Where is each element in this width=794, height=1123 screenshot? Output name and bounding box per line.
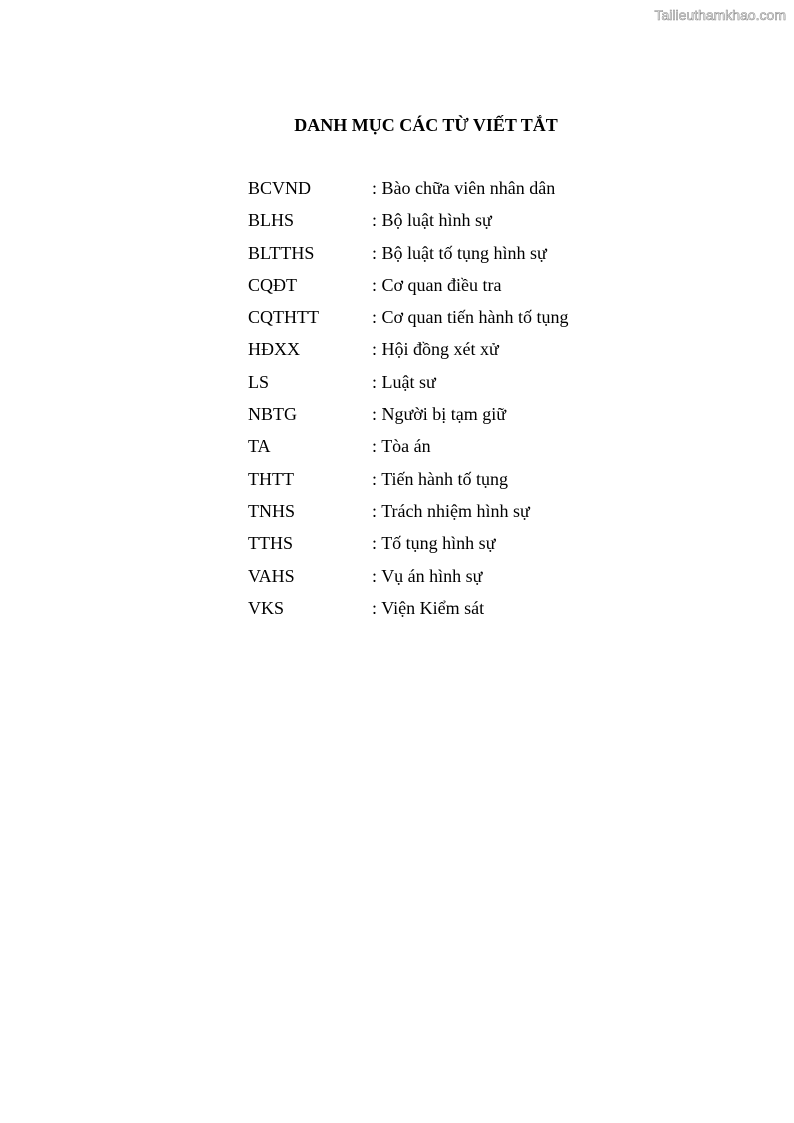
watermark: Tailieuthamkhao.com [654,7,786,23]
abbreviation-term: CQTHTT [248,307,319,328]
abbreviation-term: TA [248,436,271,457]
separator-colon: : [372,565,382,586]
separator-colon: : [372,468,382,489]
abbreviation-meaning [372,208,492,240]
abbreviation-term: BLTTHS [248,242,315,263]
separator-colon: : [372,533,382,554]
separator-colon: : [372,597,382,618]
meaning-text: Cơ quan tiến hành tố tụng [381,307,569,328]
abbreviation-term: TTHS [248,533,293,554]
separator-colon: : [372,210,382,231]
meaning-text: Viện Kiểm sát [381,597,485,618]
abbreviation-row [248,596,668,628]
abbreviation-row [248,305,668,337]
page-title: DANH MỤC CÁC TỪ VIẾT TẮT [294,115,558,135]
abbreviation-term: CQĐT [248,274,297,295]
abbreviation-meaning [372,467,508,499]
meaning-text: Trách nhiệm hình sự [381,500,530,521]
abbreviation-meaning [372,370,436,402]
abbreviation-meaning [372,305,569,337]
abbreviation-term: NBTG [248,404,297,425]
abbreviation-row [248,531,668,563]
abbreviation-row [248,176,668,208]
separator-colon: : [372,500,382,521]
separator-colon: : [372,404,382,425]
separator-colon: : [372,371,382,392]
meaning-text: Bào chữa viên nhân dân [381,178,556,198]
abbreviation-term: THTT [248,468,294,489]
meaning-text: Tòa án [381,436,431,457]
separator-colon: : [372,307,382,328]
meaning-text: Hội đồng xét xử [381,339,499,360]
meaning-text: Bộ luật hình sự [381,210,492,231]
separator-colon: : [372,178,382,198]
meaning-text: Tiến hành tố tụng [381,468,509,489]
abbreviation-row [248,467,668,499]
abbreviation-row [248,564,668,596]
abbreviation-term: VAHS [248,565,295,586]
abbreviation-row [248,499,668,531]
abbreviation-term: BCVND [248,178,312,198]
abbreviation-row [248,402,668,434]
abbreviation-meaning [372,176,555,208]
abbreviation-meaning [372,564,482,596]
meaning-text: Cơ quan điều tra [381,274,502,295]
abbreviation-list [248,176,668,628]
abbreviation-row [248,241,668,273]
abbreviation-meaning [372,402,506,434]
abbreviation-meaning [372,337,499,369]
separator-colon: : [372,242,382,263]
separator-colon: : [372,339,382,360]
abbreviation-row [248,208,668,240]
meaning-text: Tố tụng hình sự [381,533,496,554]
abbreviation-meaning [372,273,502,305]
abbreviation-meaning [372,499,530,531]
abbreviation-row [248,370,668,402]
meaning-text: Luật sư [381,371,436,392]
meaning-text: Người bị tạm giữ [381,404,507,425]
abbreviation-meaning [372,596,484,628]
abbreviation-row [248,434,668,466]
abbreviation-term: TNHS [248,500,296,521]
abbreviation-term: BLHS [248,210,295,231]
abbreviation-meaning [372,531,495,563]
abbreviation-row [248,337,668,369]
meaning-text: Bộ luật tố tụng hình sự [381,242,547,263]
abbreviation-term: LS [248,371,270,392]
abbreviation-row [248,273,668,305]
abbreviation-meaning [372,241,547,273]
abbreviation-meaning [372,434,431,466]
abbreviation-term: VKS [248,597,285,618]
separator-colon: : [372,436,382,457]
separator-colon: : [372,274,382,295]
abbreviation-term: HĐXX [248,339,300,360]
meaning-text: Vụ án hình sự [381,565,483,586]
